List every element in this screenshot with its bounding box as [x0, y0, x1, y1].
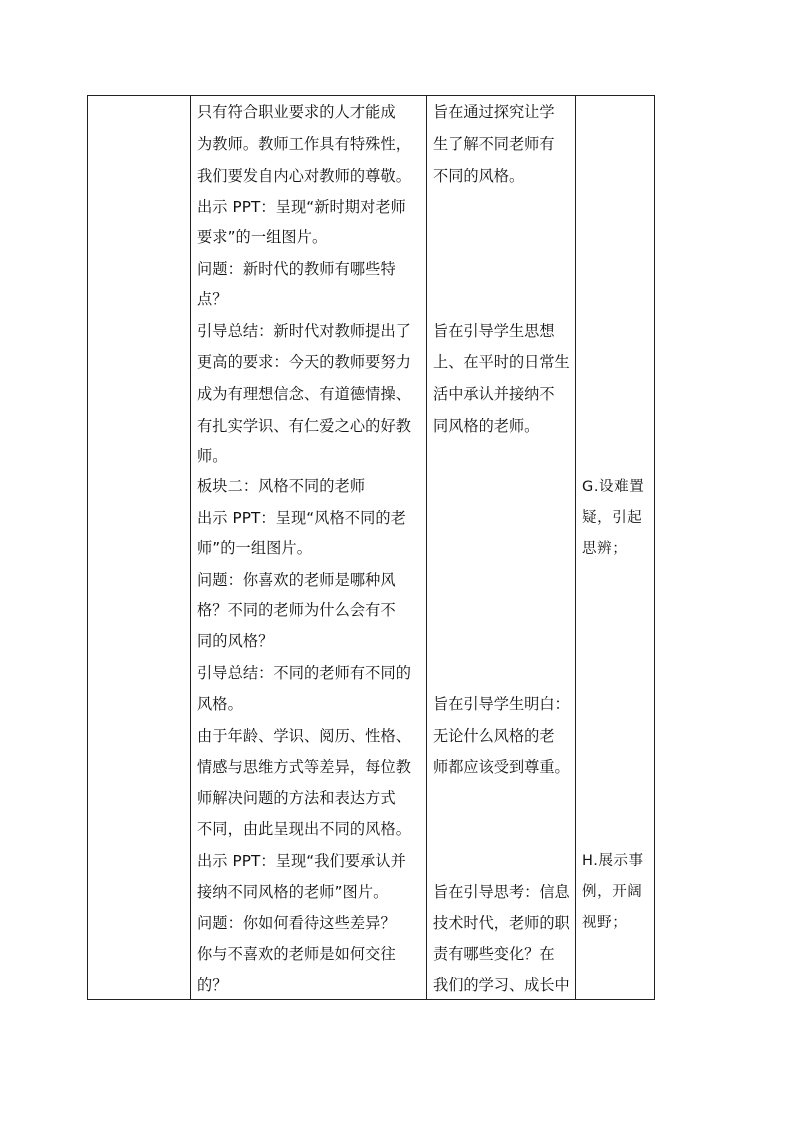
method-line: 思辨；	[582, 541, 628, 557]
activity-line: 由于年龄、学识、阅历、性格、	[197, 727, 412, 745]
activity-line: 问题：你如何看待这些差异？	[197, 914, 396, 932]
activity-line: 为教师。教师工作具有特殊性，	[197, 135, 412, 153]
method-line: 疑，引起	[582, 510, 643, 526]
intent-line: 技术时代，老师的职	[433, 914, 570, 932]
method-line: 例，开阔	[582, 884, 643, 900]
column-divider	[575, 96, 576, 999]
intent-line: 责有哪些变化？在	[433, 945, 555, 963]
column-divider	[190, 96, 191, 999]
intent-line: 上、在平时的日常生	[433, 353, 570, 371]
intent-line: 旨在引导学生明白：	[433, 695, 570, 713]
activity-line: 格？不同的老师为什么会有不	[197, 601, 396, 619]
activity-line: 师”的一组图片。	[197, 539, 312, 557]
activity-line: 引导总结：新时代对教师提出了	[197, 322, 412, 340]
intent-line: 活中承认并接纳不	[433, 385, 555, 403]
activity-line: 问题：你喜欢的老师是哪种风	[197, 571, 396, 589]
method-column	[582, 96, 652, 999]
activity-line: 师。	[197, 447, 228, 465]
method-line: 视野；	[582, 915, 628, 931]
intent-line: 旨在引导思考：信息	[433, 883, 570, 901]
method-line: G.设难置	[582, 479, 645, 495]
activity-line: 出示 PPT：呈现“新时期对老师	[197, 198, 406, 216]
activity-line: 板块二：风格不同的老师	[197, 477, 366, 495]
activity-line: 出示 PPT：呈现“风格不同的老	[197, 509, 406, 527]
activity-line: 我们要发自内心对教师的尊敬。	[197, 167, 412, 185]
activity-line: 接纳不同风格的老师”图片。	[197, 883, 389, 901]
intent-line: 旨在通过探究让学	[433, 103, 555, 121]
activity-line: 问题：新时代的教师有哪些特	[197, 260, 396, 278]
activity-line: 出示 PPT：呈现“我们要承认并	[197, 852, 406, 870]
activity-line: 有扎实学识、有仁爱之心的好教	[197, 417, 412, 435]
lesson-table	[87, 95, 655, 1000]
intent-line: 旨在引导学生思想	[433, 322, 555, 340]
intent-line: 师都应该受到尊重。	[433, 758, 570, 776]
activity-line: 师解决问题的方法和表达方式	[197, 789, 396, 807]
activity-line: 要求”的一组图片。	[197, 228, 328, 246]
design-intent-column	[433, 96, 573, 999]
method-line: H.展示事	[582, 853, 644, 869]
table-column-1	[88, 96, 190, 999]
activity-line: 情感与思维方式等差异，每位教	[197, 758, 412, 776]
activity-line: 你与不喜欢的老师是如何交往	[197, 945, 396, 963]
column-divider	[426, 96, 427, 999]
activity-line: 的？	[197, 976, 228, 994]
intent-line: 无论什么风格的老	[433, 727, 555, 745]
intent-line: 同风格的老师。	[433, 417, 540, 435]
activity-line: 成为有理想信念、有道德情操、	[197, 385, 412, 403]
intent-line: 我们的学习、成长中	[433, 976, 570, 994]
activity-line: 不同，由此呈现出不同的风格。	[197, 820, 412, 838]
activity-line: 同的风格？	[197, 632, 274, 650]
activity-line: 引导总结：不同的老师有不同的	[197, 664, 412, 682]
activity-line: 风格。	[197, 695, 243, 713]
activity-line: 只有符合职业要求的人才能成	[197, 103, 396, 121]
intent-line: 不同的风格。	[433, 167, 525, 185]
activity-line: 更高的要求：今天的教师要努力	[197, 353, 412, 371]
intent-line: 生了解不同老师有	[433, 135, 555, 153]
teacher-activity-column	[197, 96, 422, 999]
activity-line: 点？	[197, 290, 228, 308]
